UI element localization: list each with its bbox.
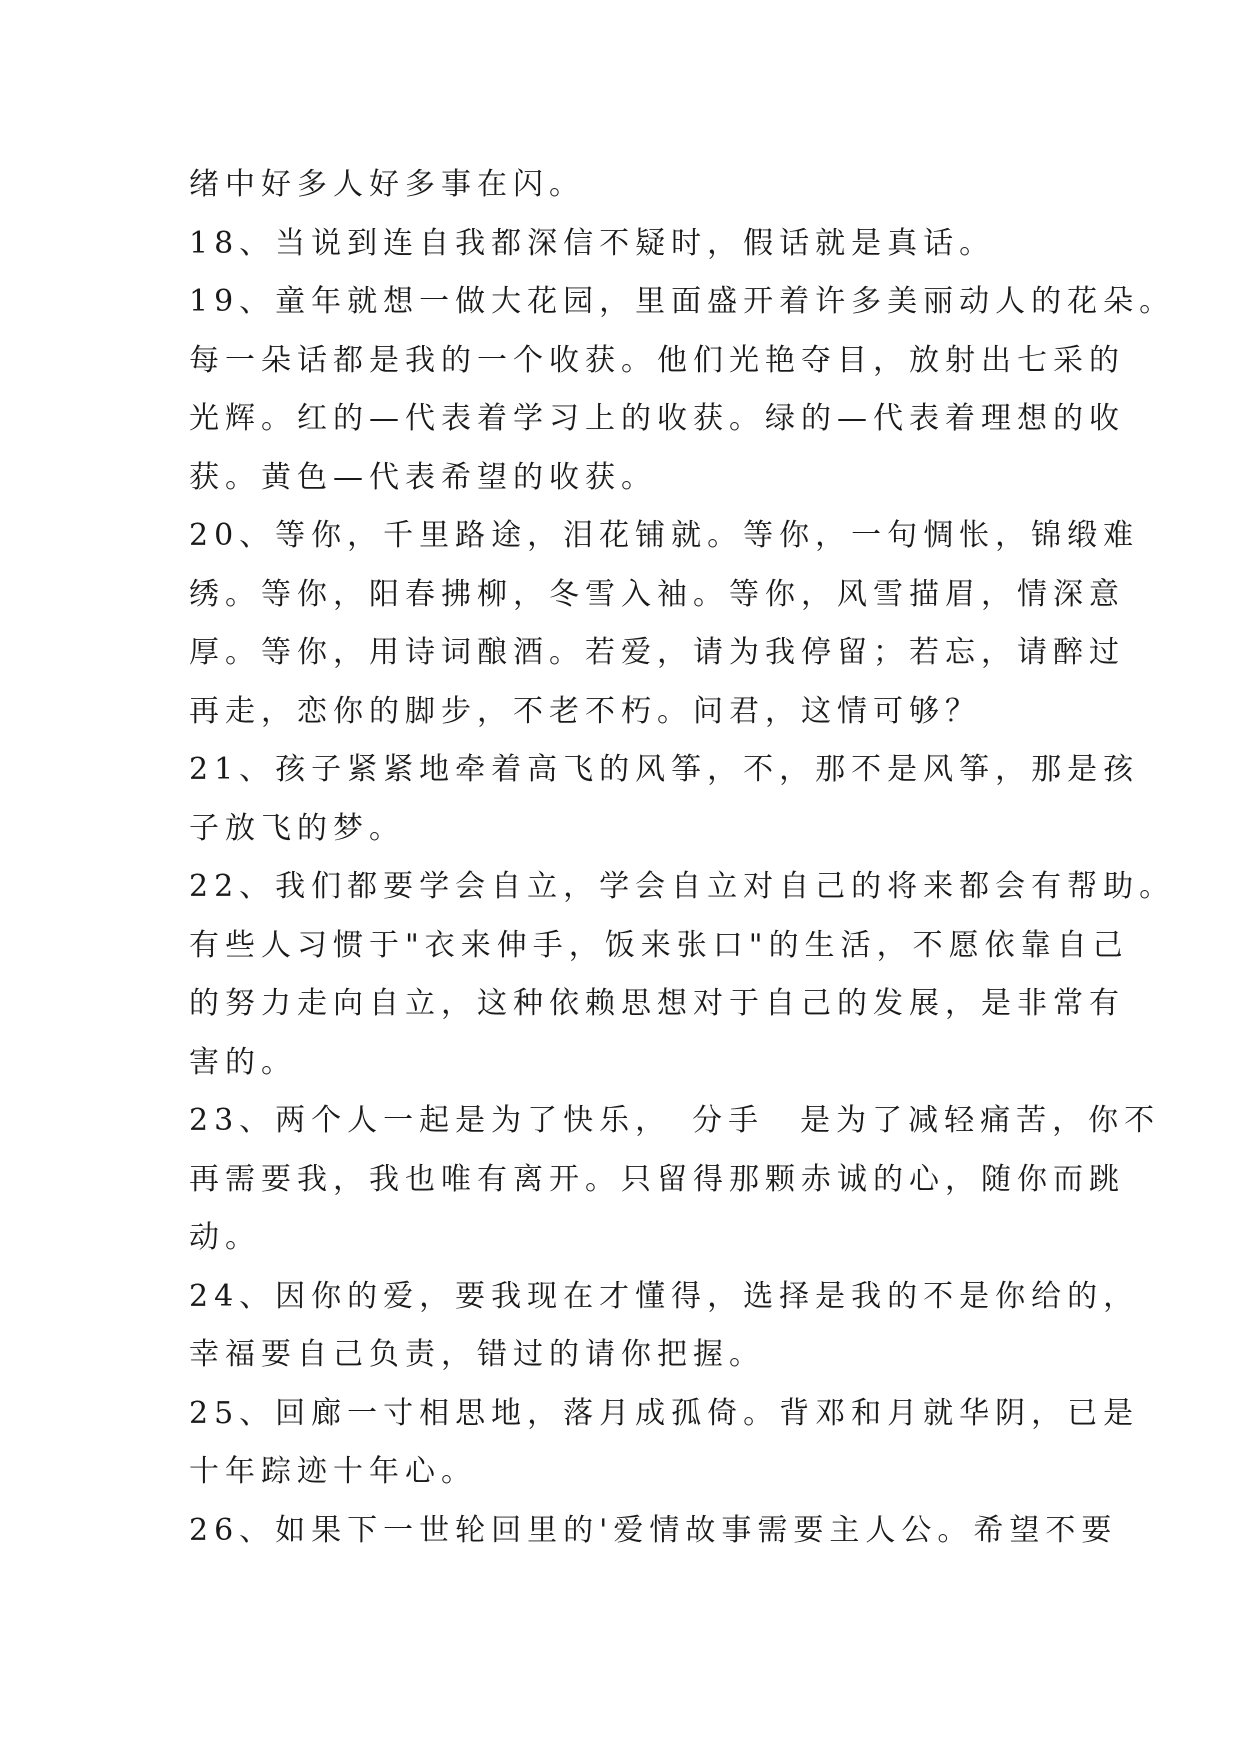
text-line: 19、童年就想一做大花园，里面盛开着许多美丽动人的花朵。: [189, 284, 1176, 319]
document-body: [189, 156, 1176, 1560]
text-line: 害的。: [189, 1044, 297, 1080]
text-line: 26、如果下一世轮回里的'爱情故事需要主人公。希望不要: [189, 1512, 1118, 1548]
text-line: 获。黄色—代表希望的收获。: [189, 459, 657, 495]
text-line: 25、回廊一寸相思地，落月成孤倚。背邓和月就华阴，已是: [189, 1395, 1140, 1431]
text-line: 24、因你的爱，要我现在才懂得，选择是我的不是你给的，: [189, 1278, 1140, 1314]
text-line: 子放飞的梦。: [189, 810, 405, 846]
text-line: 厚。等你，用诗词酿酒。若爱，请为我停留；若忘，请醉过: [189, 635, 1125, 670]
text-line: 22、我们都要学会自立，学会自立对自己的将来都会有帮助。: [189, 869, 1176, 904]
text-line: 23、两个人一起是为了快乐， 分手 是为了减轻痛苦，你不: [189, 1103, 1161, 1138]
text-line: 十年踪迹十年心。: [189, 1454, 477, 1489]
text-line: 18、当说到连自我都深信不疑时，假话就是真话。: [189, 225, 996, 261]
text-line: 有些人习惯于"衣来伸手，饭来张口"的生活，不愿依靠自己: [189, 927, 1129, 963]
text-line: 再需要我，我也唯有离开。只留得那颗赤诚的心，随你而跳: [189, 1161, 1125, 1197]
text-line: 20、等你，千里路途，泪花铺就。等你，一句惆怅，锦缎难: [189, 518, 1140, 553]
text-line: 动。: [189, 1220, 261, 1255]
text-line: 绣。等你，阳春拂柳，冬雪入袖。等你，风雪描眉，情深意: [189, 576, 1125, 612]
text-line: 幸福要自己负责，错过的请你把握。: [189, 1337, 765, 1372]
text-line: 再走，恋你的脚步，不老不朽。问君，这情可够？: [189, 693, 981, 729]
text-line: 21、孩子紧紧地牵着高飞的风筝，不，那不是风筝，那是孩: [189, 752, 1140, 787]
text-line: 每一朵话都是我的一个收获。他们光艳夺目，放射出七采的: [189, 342, 1125, 378]
text-line: 光辉。红的—代表着学习上的收获。绿的—代表着理想的收: [189, 401, 1125, 436]
text-line: 的努力走向自立，这种依赖思想对于自己的发展，是非常有: [189, 986, 1125, 1021]
text-line: 绪中好多人好多事在闪。: [189, 167, 585, 202]
